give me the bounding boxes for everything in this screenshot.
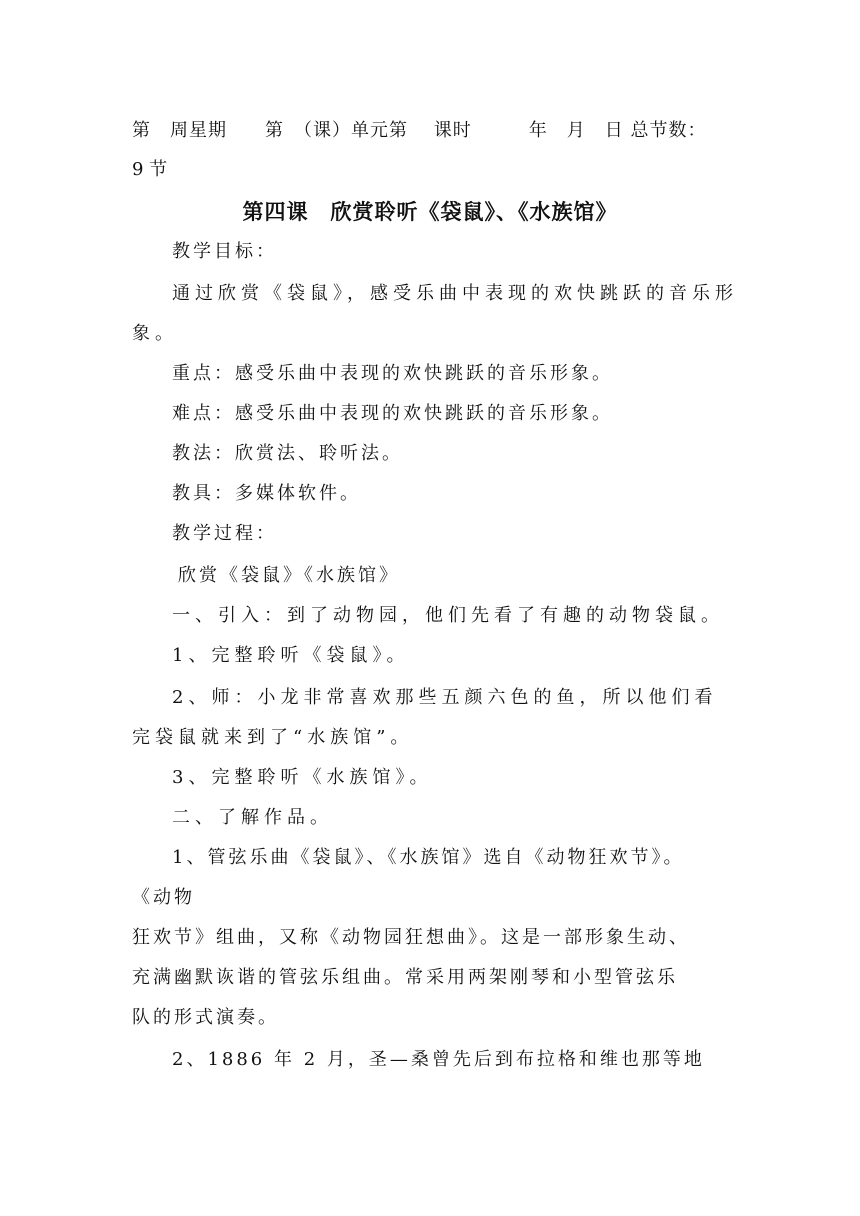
paragraph-method: 教法：欣赏法、聆听法。 [172,443,403,464]
paragraph-work-description-end: 队的形式演奏。 [132,1007,279,1028]
paragraph-teaching-goals: 教学目标： [172,241,277,262]
header-line-continued: 9 节 [132,159,168,180]
paragraph-history: 2、1886 年 2 月，圣—桑曾先后到布拉格和维也那等地 [172,1049,705,1070]
paragraph-key-point: 重点：感受乐曲中表现的欢快跳跃的音乐形象。 [172,363,613,384]
paragraph-tools: 教具：多媒体软件。 [172,483,361,504]
paragraph-goal-text-continued: 象。 [132,323,178,344]
paragraph-section-2: 二、了解作品。 [172,807,333,828]
paragraph-intro: 一、引入：到了动物园，他们先看了有趣的动物袋鼠。 [172,605,724,626]
paragraph-work-intro-continued: 《动物 [132,887,195,908]
paragraph-work-intro: 1、管弦乐曲《袋鼠》、《水族馆》选自《动物狂欢节》。 [172,847,685,868]
paragraph-difficulty: 难点：感受乐曲中表现的欢快跳跃的音乐形象。 [172,403,613,424]
paragraph-step-3: 3、完整聆听《水族馆》。 [172,767,433,788]
paragraph-step-2: 2、师：小龙非常喜欢那些五颜六色的鱼，所以他们看 [172,687,718,708]
paragraph-step-2-continued: 完袋鼠就来到了“水族馆”。 [132,727,414,748]
paragraph-step-1: 1、完整聆听《袋鼠》。 [172,645,410,666]
paragraph-process: 教学过程： [172,523,277,544]
paragraph-work-description: 狂欢节》组曲，又称《动物园狂想曲》。这是一部形象生动、 [132,927,690,948]
paragraph-appreciation: 欣赏《袋鼠》《水族馆》 [178,565,400,586]
header-line: 第 周星期 第 （课）单元第 课时 年 月 日 总节数： [132,120,707,141]
paragraph-goal-text: 通过欣赏《袋鼠》，感受乐曲中表现的欢快跳跃的音乐形 [172,283,738,304]
lesson-title: 第四课 欣赏聆听《袋鼠》、《水族馆》 [242,200,618,224]
paragraph-work-description-continued: 充满幽默诙谐的管弦乐组曲。常采用两架刚琴和小型管弦乐 [132,967,678,988]
